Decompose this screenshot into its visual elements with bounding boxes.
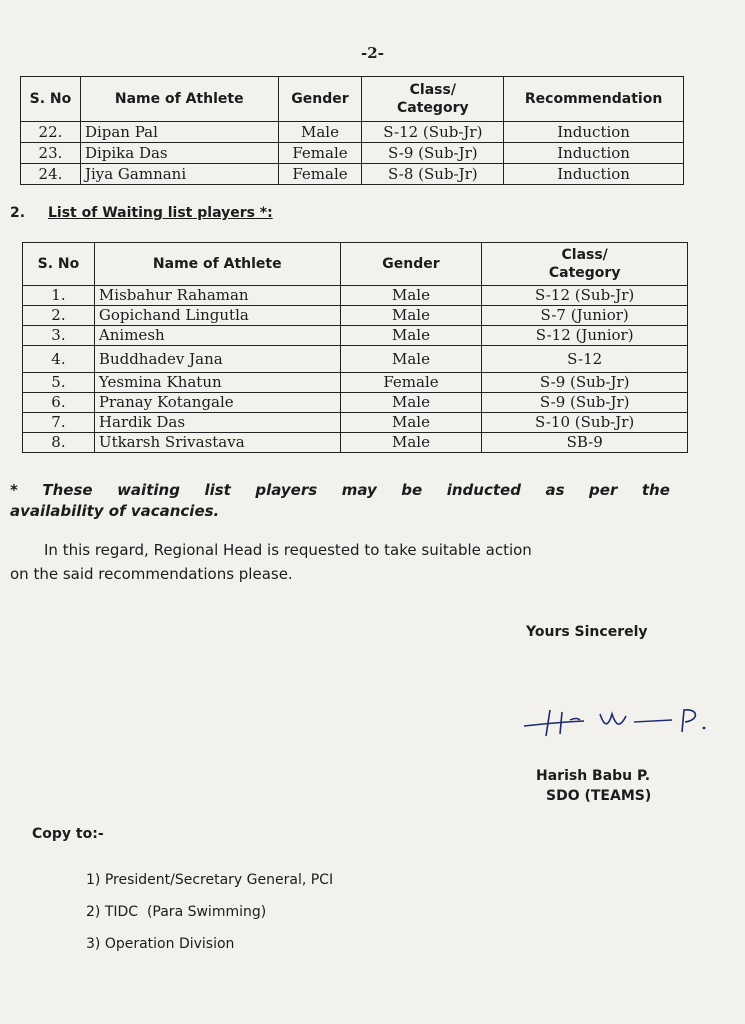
header-gender: Gender	[278, 77, 362, 122]
cell-name: Dipika Das	[80, 143, 278, 164]
header-name: Name of Athlete	[80, 77, 278, 122]
header-name: Name of Athlete	[94, 243, 340, 286]
cell-name: Hardik Das	[94, 413, 340, 433]
note-line-1	[10, 480, 670, 501]
note-word: waiting	[117, 481, 180, 499]
request-line-2: on the said recommendations please.	[10, 565, 293, 583]
cell-sno: 24.	[21, 164, 81, 185]
cell-gender: Female	[340, 373, 482, 393]
cell-sno: 2.	[23, 306, 95, 326]
copy-to-list	[86, 864, 333, 960]
signature-mark	[522, 700, 712, 742]
table-row	[23, 433, 688, 453]
header-gender: Gender	[340, 243, 482, 286]
note-word: per	[589, 481, 618, 499]
cell-sno: 4.	[23, 346, 95, 373]
note-line-2: availability of vacancies.	[10, 502, 220, 520]
cell-sno: 22.	[21, 122, 81, 143]
header-class: Class/ Category	[362, 77, 504, 122]
table-row	[21, 122, 684, 143]
section-title: List of Waiting list players *:	[48, 205, 273, 221]
cell-class: S-12 (Sub-Jr)	[482, 286, 688, 306]
recommendation-table	[20, 76, 684, 185]
waiting-list-note	[10, 480, 670, 522]
cell-gender: Male	[340, 433, 482, 453]
table-row	[21, 164, 684, 185]
note-word: inducted	[446, 481, 521, 499]
cell-class: S-9 (Sub-Jr)	[482, 373, 688, 393]
table-row	[23, 326, 688, 346]
cell-name: Buddhadev Jana	[94, 346, 340, 373]
note-word: players	[255, 481, 318, 499]
cell-sno: 1.	[23, 286, 95, 306]
list-item: 3) Operation Division	[86, 936, 235, 952]
note-word: These	[42, 481, 93, 499]
cell-recommendation: Induction	[504, 122, 684, 143]
cell-gender: Male	[278, 122, 362, 143]
cell-gender: Male	[340, 306, 482, 326]
cell-name: Utkarsh Srivastava	[94, 433, 340, 453]
cell-name: Animesh	[94, 326, 340, 346]
cell-gender: Male	[340, 413, 482, 433]
header-class: Class/ Category	[482, 243, 688, 286]
cell-sno: 6.	[23, 393, 95, 413]
note-word: *	[10, 481, 18, 499]
cell-name: Pranay Kotangale	[94, 393, 340, 413]
table-row	[23, 286, 688, 306]
closing-salutation: Yours Sincerely	[526, 624, 648, 640]
cell-gender: Male	[340, 346, 482, 373]
cell-class: S-12 (Junior)	[482, 326, 688, 346]
header-sno: S. No	[21, 77, 81, 122]
cell-gender: Female	[278, 164, 362, 185]
cell-sno: 23.	[21, 143, 81, 164]
note-word: as	[545, 481, 565, 499]
note-word: be	[401, 481, 423, 499]
copy-to-heading: Copy to:-	[32, 826, 104, 842]
signatory-name: Harish Babu P.	[536, 768, 651, 784]
table-row	[21, 143, 684, 164]
cell-recommendation: Induction	[504, 143, 684, 164]
signatory-designation: SDO (TEAMS)	[546, 788, 652, 804]
note-word: the	[641, 481, 670, 499]
waiting-list-table	[22, 242, 688, 453]
cell-gender: Male	[340, 326, 482, 346]
note-word: may	[341, 481, 377, 499]
cell-name: Jiya Gamnani	[80, 164, 278, 185]
table-header-row	[23, 243, 688, 286]
cell-name: Gopichand Lingutla	[94, 306, 340, 326]
signatory-block	[536, 766, 651, 806]
cell-gender: Male	[340, 286, 482, 306]
note-word: list	[204, 481, 231, 499]
cell-class: S-7 (Junior)	[482, 306, 688, 326]
list-item: 2) TIDC (Para Swimming)	[86, 904, 267, 920]
cell-name: Yesmina Khatun	[94, 373, 340, 393]
request-paragraph	[10, 538, 670, 586]
table-row	[23, 393, 688, 413]
cell-class: S-8 (Sub-Jr)	[362, 164, 504, 185]
cell-recommendation: Induction	[504, 164, 684, 185]
section-number: 2.	[10, 205, 26, 221]
cell-gender: Male	[340, 393, 482, 413]
page-number: -2-	[361, 44, 384, 62]
cell-sno: 3.	[23, 326, 95, 346]
cell-class: S-12	[482, 346, 688, 373]
cell-sno: 8.	[23, 433, 95, 453]
cell-sno: 7.	[23, 413, 95, 433]
table-row	[23, 413, 688, 433]
cell-class: S-9 (Sub-Jr)	[482, 393, 688, 413]
cell-name: Dipan Pal	[80, 122, 278, 143]
list-item: 1) President/Secretary General, PCI	[86, 872, 334, 888]
table-row	[23, 306, 688, 326]
table-header-row	[21, 77, 684, 122]
header-recommendation: Recommendation	[504, 77, 684, 122]
request-line-1: In this regard, Regional Head is requested to take suitable action	[44, 541, 532, 559]
cell-name: Misbahur Rahaman	[94, 286, 340, 306]
table-row	[23, 373, 688, 393]
cell-class: S-9 (Sub-Jr)	[362, 143, 504, 164]
cell-class: S-10 (Sub-Jr)	[482, 413, 688, 433]
cell-sno: 5.	[23, 373, 95, 393]
header-sno: S. No	[23, 243, 95, 286]
table-row	[23, 346, 688, 373]
cell-class: SB-9	[482, 433, 688, 453]
waiting-list-heading	[10, 205, 273, 221]
cell-gender: Female	[278, 143, 362, 164]
cell-class: S-12 (Sub-Jr)	[362, 122, 504, 143]
